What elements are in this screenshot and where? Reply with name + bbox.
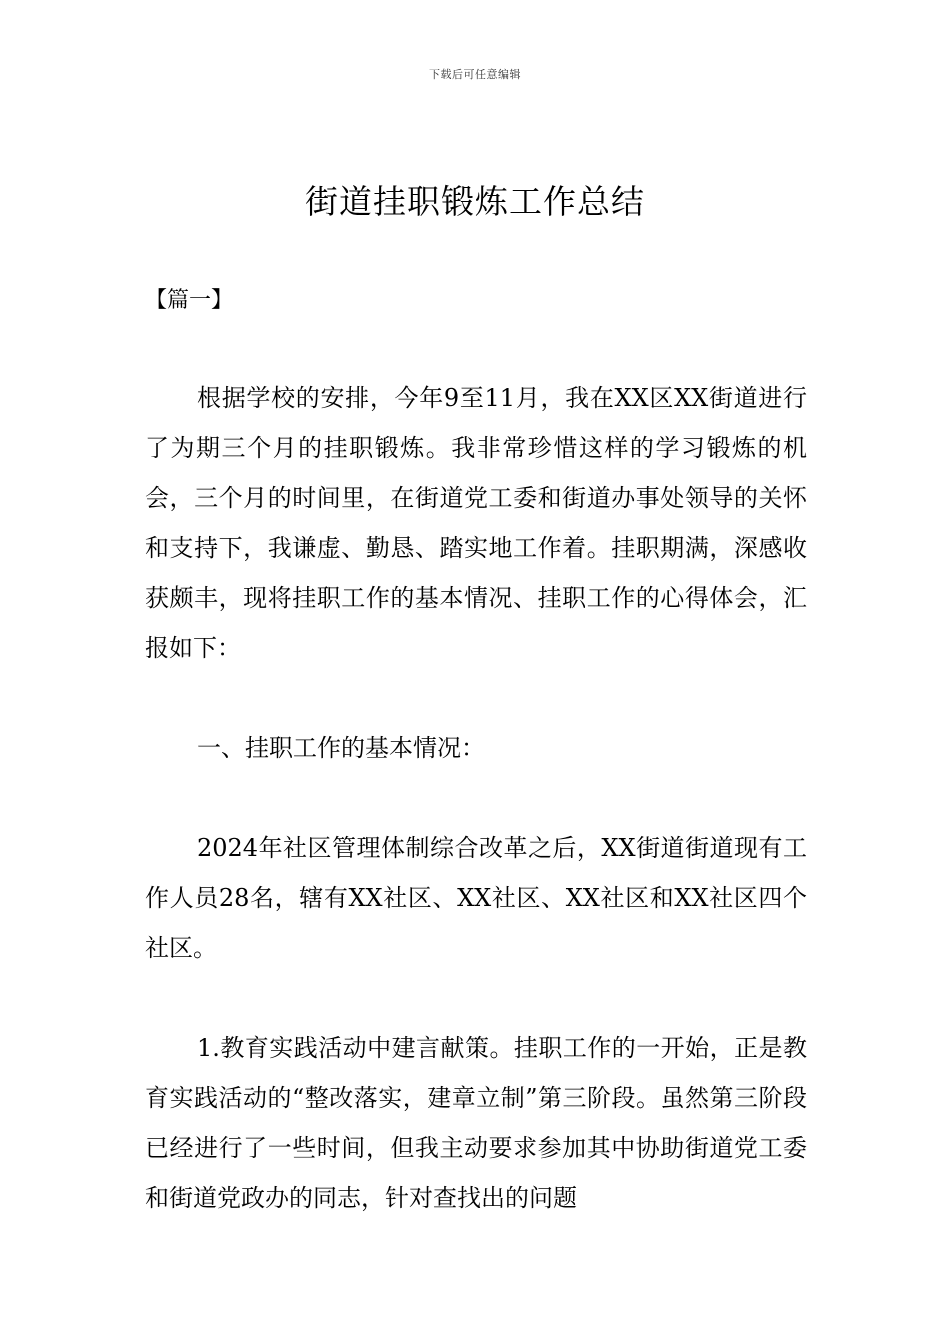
subheading-basic-situation: 一、挂职工作的基本情况：	[197, 734, 485, 762]
header-note: 下载后可任意编辑	[429, 68, 521, 81]
document-title: 街道挂职锻炼工作总结	[305, 182, 645, 221]
paragraph-street-overview: 2024年社区管理体制综合改革之后，XX街道街道现有工作人员28名，辖有XX社区、XX社区、XX社区和XX社区四个社区。	[145, 834, 807, 962]
paragraph-intro: 根据学校的安排，今年9至11月，我在XX区XX街道进行了为期三个月的挂职锻炼。我非常珍惜这样的学习锻炼的机会，三个月的时间里，在街道党工委和街道办事处领导的关怀和支持下，我谦虚、勤恳、踏实地工作着。挂职期满，深感收获颇丰，现将挂职工作的基本情况、挂职工作的心得体会，汇报如下：	[145, 384, 807, 662]
paragraph-education-practice: 1.教育实践活动中建言献策。挂职工作的一开始，正是教育实践活动的“整改落实，建章立制”第三阶段。虽然第三阶段已经进行了一些时间，但我主动要求参加其中协助街道党工委和街道党政办的同志，针对查找出的问题	[145, 1034, 807, 1212]
section-label: 【篇一】	[145, 288, 234, 313]
